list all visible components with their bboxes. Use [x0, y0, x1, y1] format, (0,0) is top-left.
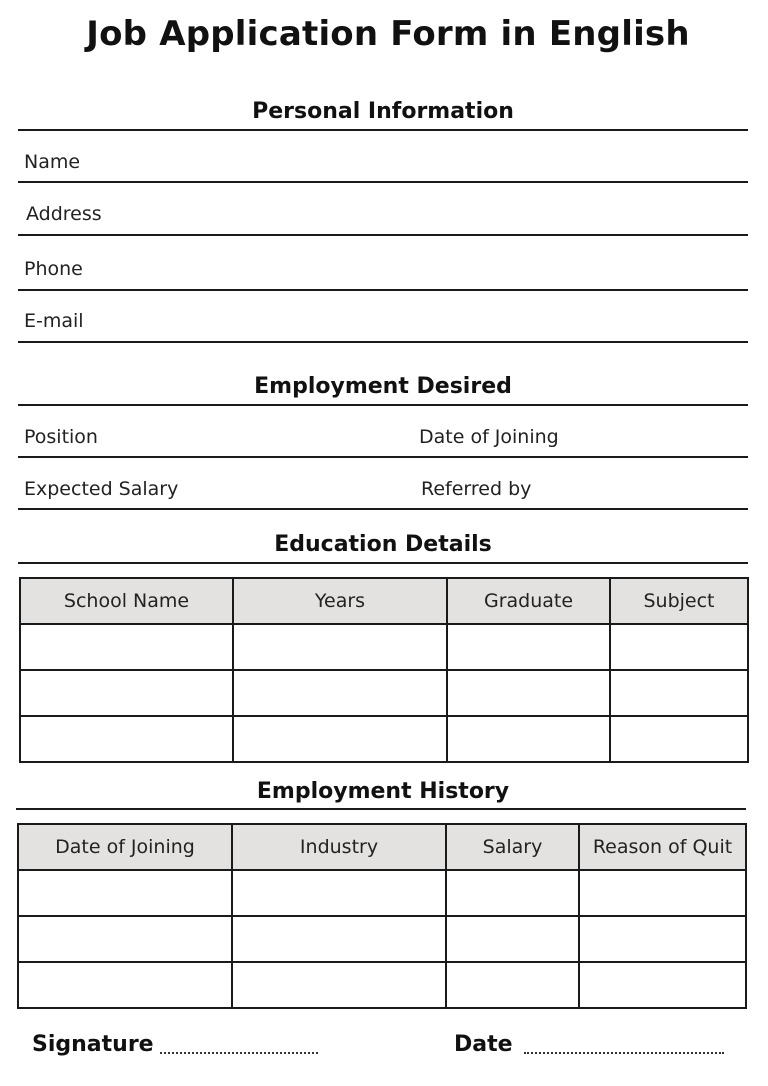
table-row [18, 962, 746, 1008]
table-cell[interactable] [18, 870, 232, 916]
table-row [20, 624, 748, 670]
table-cell[interactable] [232, 870, 446, 916]
table-header-row [20, 578, 748, 624]
education-details-heading: Education Details [274, 532, 492, 557]
email-label: E-mail [24, 310, 84, 332]
table-cell[interactable] [579, 870, 746, 916]
table-cell[interactable] [20, 624, 233, 670]
referred-by-label: Referred by [421, 478, 532, 500]
table-cell[interactable] [610, 624, 748, 670]
personal-information-heading: Personal Information [252, 99, 514, 124]
form-title: Job Application Form in English [86, 14, 690, 54]
table-cell[interactable] [446, 962, 579, 1008]
column-header-reason-of-quit: Reason of Quit [579, 824, 746, 870]
date-of-joining-label: Date of Joining [419, 426, 559, 448]
table-cell[interactable] [447, 670, 610, 716]
column-header-industry: Industry [232, 824, 446, 870]
table-cell[interactable] [232, 962, 446, 1008]
address-field-line[interactable] [18, 234, 748, 236]
phone-field-line[interactable] [18, 289, 748, 291]
address-label: Address [26, 203, 102, 225]
table-cell[interactable] [233, 624, 447, 670]
divider [16, 808, 746, 810]
table-cell[interactable] [579, 962, 746, 1008]
column-header-subject: Subject [610, 578, 748, 624]
date-label: Date [454, 1032, 513, 1057]
column-header-salary: Salary [446, 824, 579, 870]
table-cell[interactable] [18, 916, 232, 962]
table-cell[interactable] [233, 716, 447, 762]
signature-line[interactable] [160, 1052, 318, 1054]
phone-label: Phone [24, 258, 83, 280]
divider [18, 129, 748, 131]
email-field-line[interactable] [18, 341, 748, 343]
date-line[interactable] [524, 1052, 724, 1054]
name-label: Name [24, 151, 81, 173]
signature-label: Signature [32, 1032, 154, 1057]
column-header-years: Years [233, 578, 447, 624]
table-cell[interactable] [610, 716, 748, 762]
table-cell[interactable] [446, 870, 579, 916]
table-cell[interactable] [579, 916, 746, 962]
table-cell[interactable] [447, 716, 610, 762]
divider [18, 404, 748, 406]
table-cell[interactable] [233, 670, 447, 716]
employment-history-heading: Employment History [256, 779, 510, 804]
name-field-line[interactable] [18, 181, 748, 183]
expected-salary-label: Expected Salary [24, 478, 179, 500]
position-field-line[interactable] [18, 456, 748, 458]
column-header-date-of-joining: Date of Joining [18, 824, 232, 870]
table-cell[interactable] [610, 670, 748, 716]
table-cell[interactable] [20, 716, 233, 762]
column-header-graduate: Graduate [447, 578, 610, 624]
employment-desired-heading: Employment Desired [254, 374, 512, 399]
salary-field-line[interactable] [18, 508, 748, 510]
table-cell[interactable] [446, 916, 579, 962]
table-row [18, 870, 746, 916]
employment-history-table [17, 823, 747, 1009]
position-label: Position [24, 426, 98, 448]
table-header-row [18, 824, 746, 870]
table-cell[interactable] [20, 670, 233, 716]
divider [18, 562, 748, 564]
table-cell[interactable] [18, 962, 232, 1008]
education-table [19, 577, 749, 763]
table-cell[interactable] [447, 624, 610, 670]
table-cell[interactable] [232, 916, 446, 962]
table-row [20, 670, 748, 716]
table-row [20, 716, 748, 762]
table-row [18, 916, 746, 962]
column-header-school-name: School Name [20, 578, 233, 624]
